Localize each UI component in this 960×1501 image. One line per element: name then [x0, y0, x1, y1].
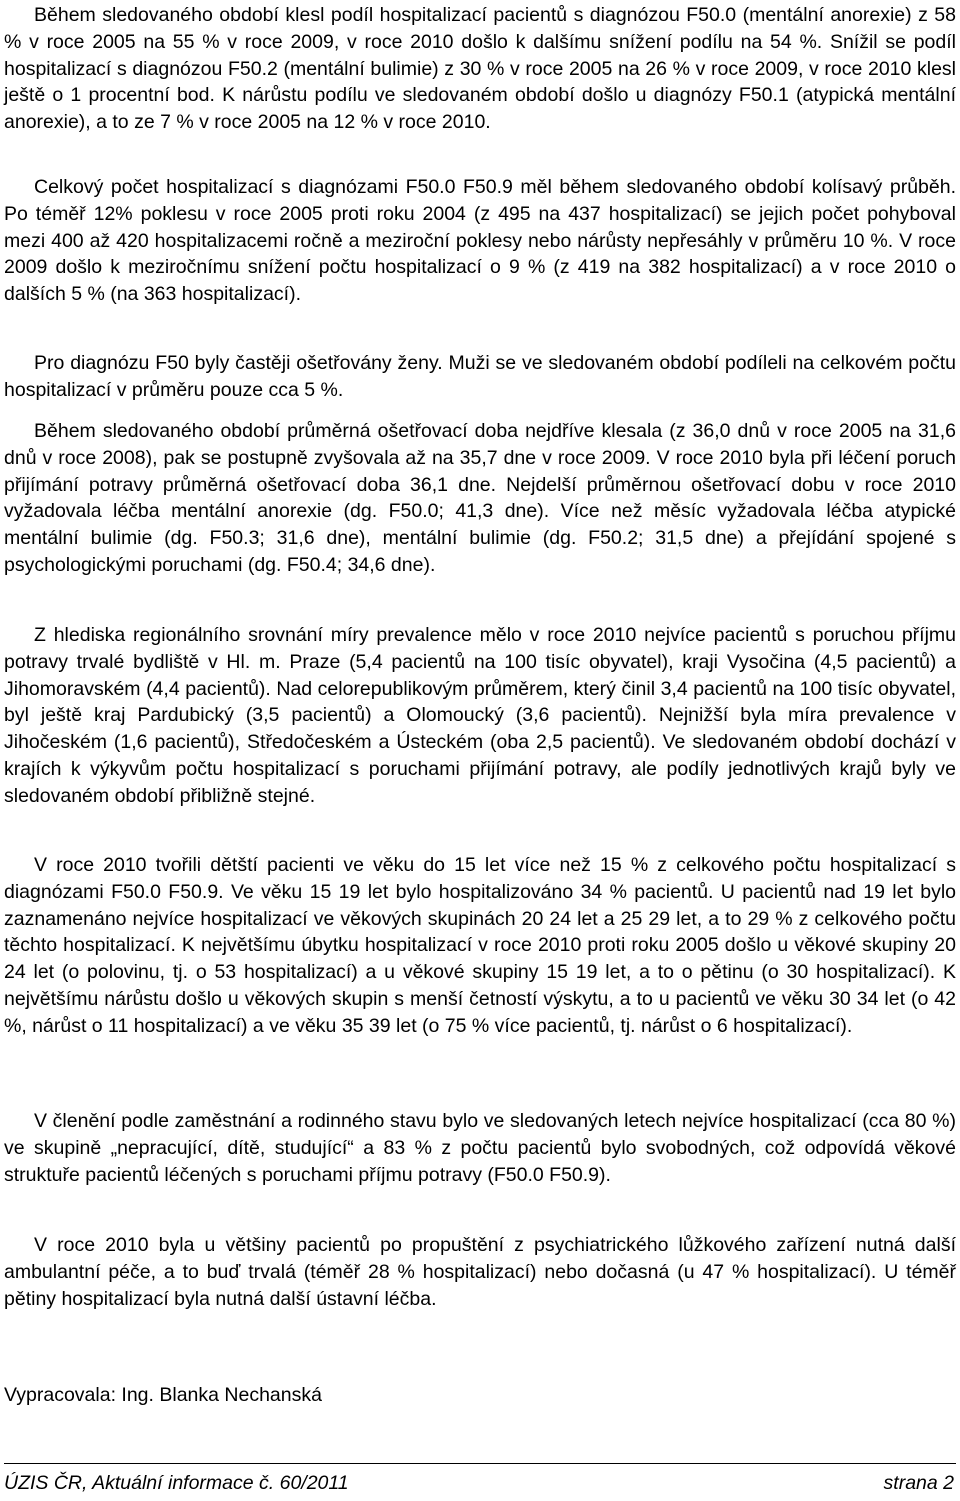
paragraph-f50-shares: Během sledovaného období klesl podíl hospitalizací pacientů s diagnózou F50.0 (mentální anorexie) z 58 % v roce 2005 na 55 % v roce 2009, v roce 2010 došlo k dalšímu snížení podílu na 54 %. Snížil se podíl hospitalizací s diagnózou F50.2 (mentální bulimie) z 30 % v roce 2005 na 26 % v roce 2009, v roce 2010 klesl ještě o 1 procentní bod. K nárůstu podílu ve sledovaném období došlo u diagnózy F50.1 (atypická mentální anorexie), a to ze 7 % v roce 2005 na 12 % v roce 2010. [4, 4, 956, 134]
paragraph-aftercare: V roce 2010 byla u většiny pacientů po propuštění z psychiatrického lůžkového zařízení nutná další ambulantní péče, a to buď trvalá (téměř 28 % hospitalizací) nebo dočasná (u 47 % hospitalizací). U téměř pětiny hospitalizací byla nutná další ústavní léčba. [4, 1234, 956, 1310]
footer-publication: ÚZIS ČR, Aktuální informace č. 60/2011 [4, 1472, 349, 1494]
author-signature: Vypracovala: Ing. Blanka Nechanská [4, 1384, 322, 1406]
footer-divider [4, 1463, 956, 1464]
footer-page-number: strana 2 [883, 1472, 954, 1494]
paragraph-age-groups: V roce 2010 tvořili dětští pacienti ve věku do 15 let více než 15 % z celkového počtu hospitalizací s diagnózami F50.0 F50.9. Ve věku 15 19 let bylo hospitalizováno 34 % pacientů. U pacientů nad 19 let bylo zaznamenáno nejvíce hospitalizací ve věkových skupinách 20 24 let a 25 29 let, a to 29 % z celkového počtu těchto hospitalizací. K největšímu úbytku hospitalizací v roce 2010 proti roku 2005 došlo u věkové skupiny 20 24 let (o polovinu, tj. o 53 hospitalizací) a u věkové skupiny 15 19 let, a to o pětinu (o 30 hospitalizací). K největšímu nárůstu došlo u věkových skupin s menší četností výskytu, a to u pacientů ve věku 30 34 let (o 42 %, nárůst o 11 hospitalizací) a ve věku 35 39 let (o 75 % více pacientů, tj. nárůst o 6 hospitalizací). [4, 854, 956, 1037]
paragraph-regional-prevalence: Z hlediska regionálního srovnání míry prevalence mělo v roce 2010 nejvíce pacientů s poruchou příjmu potravy trvalé bydliště v Hl. m. Praze (5,4 pacientů na 100 tisíc obyvatel), kraji Vysočina (4,5 pacientů) a Jihomoravském (4,4 pacientů). Nad celorepublikovým průměrem, který činil 3,4 pacientů na 100 tisíc obyvatel, byl ještě kraj Pardubický (3,5 pacientů) a Olomoucký (3,6 pacientů). Nejnižší byla míra prevalence v Jihočeském (1,6 pacientů), Středočeském a Ústeckém (oba 2,5 pacientů). Ve sledovaném období dochází v krajích k výkyvům počtu hospitalizací s poruchami přijímání potravy, ale podíly jednotlivých krajů byly ve sledovaném období přibližně stejné. [4, 624, 956, 807]
paragraph-hospitalization-count: Celkový počet hospitalizací s diagnózami F50.0 F50.9 měl během sledovaného období kolísavý průběh. Po téměř 12% poklesu v roce 2005 proti roku 2004 (z 495 na 437 hospitalizací) se jejich počet pohyboval mezi 400 až 420 hospitalizacemi ročně a meziroční poklesy nebo nárůsty nepřesáhly v průměru 10 %. V roce 2009 došlo k meziročnímu snížení počtu hospitalizací o 9 % (z 419 na 382 hospitalizací) a v roce 2010 o dalších 5 % (na 363 hospitalizací). [4, 176, 956, 306]
paragraph-occupation: V členění podle zaměstnání a rodinného stavu bylo ve sledovaných letech nejvíce hospitalizací (cca 80 %) ve skupině „nepracující, dítě, studující“ a 83 % z počtu pacientů bylo svobodných, což odpovídá věkové struktuře pacientů léčených s poruchami příjmu potravy (F50.0 F50.9). [4, 1110, 956, 1186]
paragraph-gender: Pro diagnózu F50 byly častěji ošetřovány ženy. Muži se ve sledovaném období podíleli na celkovém počtu hospitalizací v průměru pouze cca 5 %. [4, 352, 956, 401]
paragraph-treatment-duration: Během sledovaného období průměrná ošetřovací doba nejdříve klesala (z 36,0 dnů v roce 2005 na 31,6 dnů v roce 2008), pak se postupně zvyšovala až na 35,7 dne v roce 2009. V roce 2010 byla při léčení poruch přijímání potravy průměrná ošetřovací doba 36,1 dne. Nejdelší průměrnou ošetřovací dobu v roce 2010 vyžadovala léčba mentální anorexie (dg. F50.0; 41,3 dne). Více než měsíc vyžadovala léčba atypické mentální bulimie (dg. F50.3; 31,6 dne), mentální bulimie (dg. F50.2; 31,5 dne) a přejídání spojené s psychologickými poruchami (dg. F50.4; 34,6 dne). [4, 420, 956, 576]
